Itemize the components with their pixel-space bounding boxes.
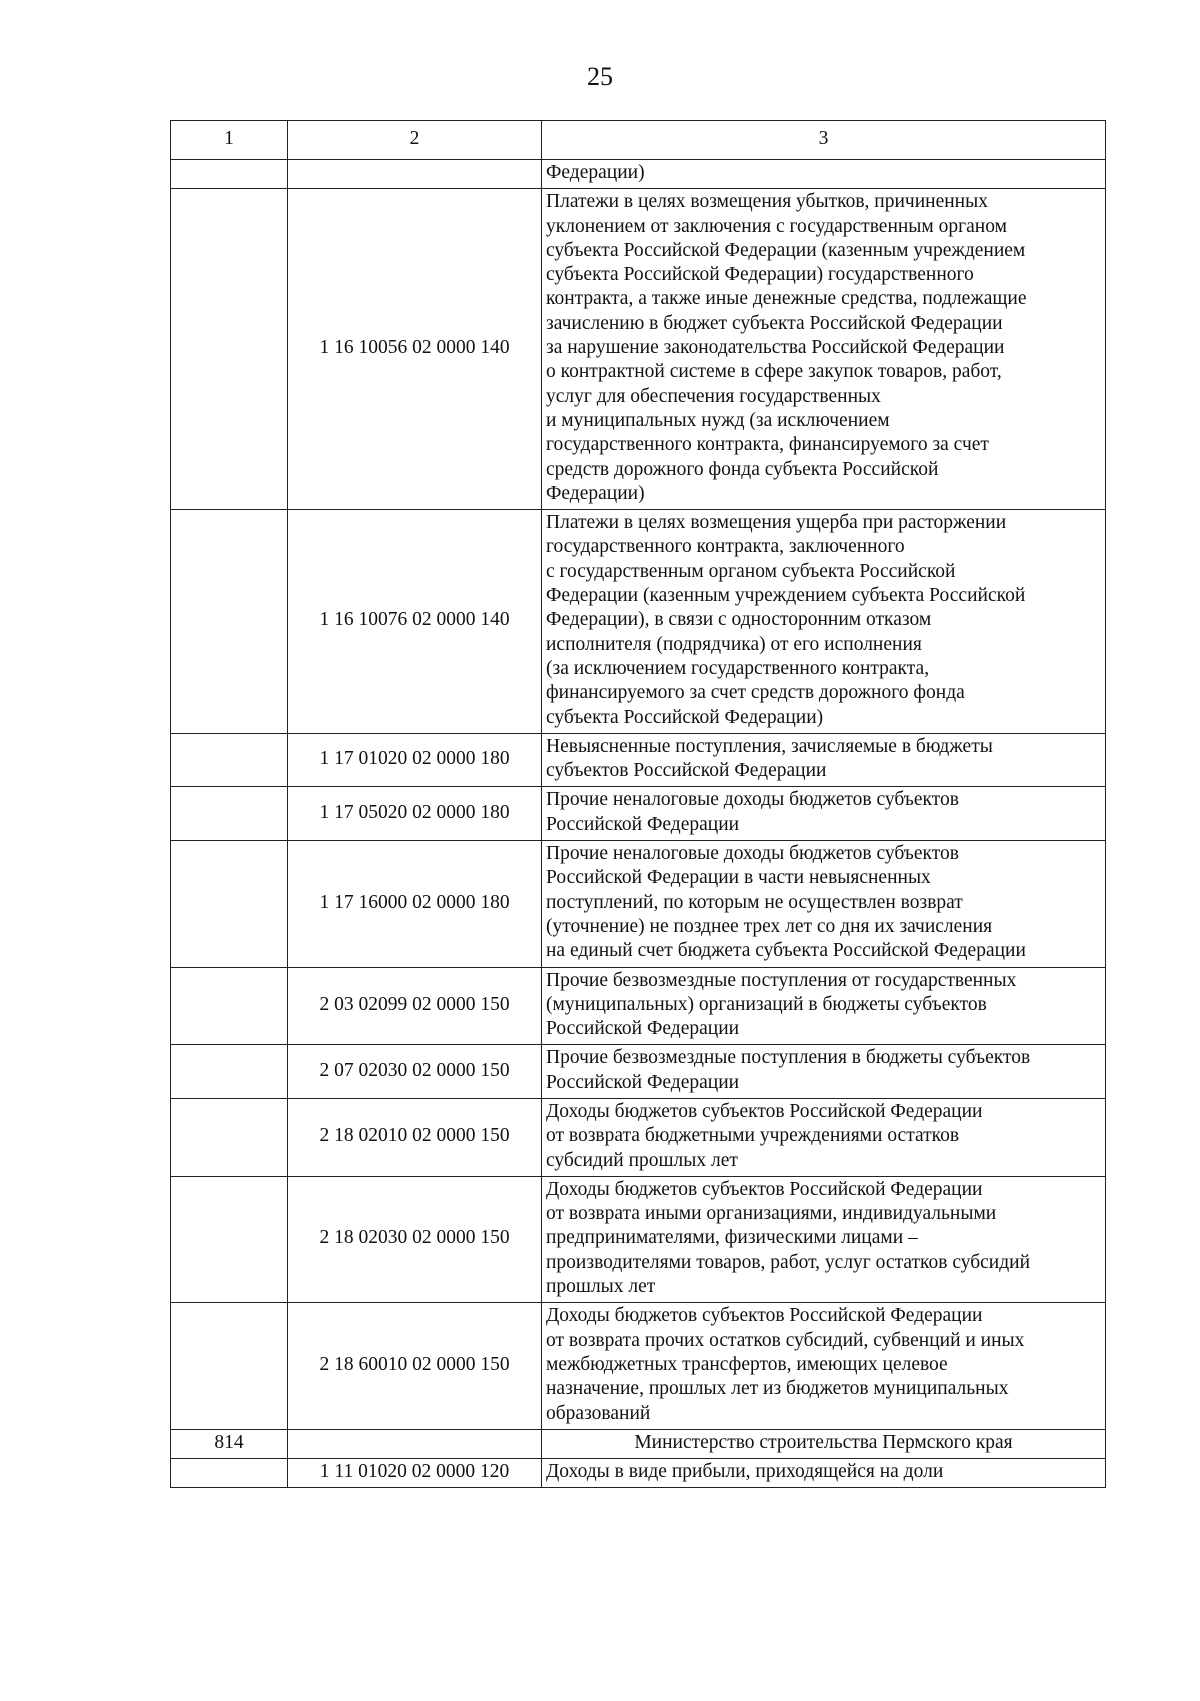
table-row — [171, 189, 1106, 510]
header-col-3: 3 — [542, 121, 1106, 160]
admin-code-cell — [171, 1303, 288, 1429]
table-row — [171, 787, 1106, 841]
admin-code-cell — [171, 510, 288, 734]
description-cell: Доходы бюджетов субъектов Российской Федерации от возврата иными организациями, индивидуальными предпринимателями, физическими лицами – производителями товаров, работ, услуг остатков субсидий прошлых лет — [542, 1176, 1106, 1302]
page-number: 25 — [587, 62, 613, 91]
revenue-code-cell: 2 07 02030 02 0000 150 — [288, 1045, 542, 1099]
table-row — [171, 841, 1106, 967]
revenue-code-cell: 2 18 02010 02 0000 150 — [288, 1098, 542, 1176]
revenue-code-cell: 2 18 02030 02 0000 150 — [288, 1176, 542, 1302]
admin-code-cell — [171, 160, 288, 189]
revenue-code-cell: 1 11 01020 02 0000 120 — [288, 1459, 542, 1488]
description-cell: Невыясненные поступления, зачисляемые в бюджеты субъектов Российской Федерации — [542, 733, 1106, 787]
description-cell: Прочие безвозмездные поступления в бюджеты субъектов Российской Федерации — [542, 1045, 1106, 1099]
description-cell: Платежи в целях возмещения ущерба при расторжении государственного контракта, заключенного с государственным органом субъекта Российской Федерации (казенным учреждением субъекта Российской Федерации), в связи с односторонним отказом исполнителя (подрядчика) от его исполнения (за исключением государственного контракта, финансируемого за счет средств дорожного фонда субъекта Российской Федерации) — [542, 510, 1106, 734]
revenue-code-cell — [288, 1429, 542, 1458]
table-row — [171, 1045, 1106, 1099]
table-row — [171, 1429, 1106, 1458]
table-row — [171, 967, 1106, 1045]
table-row — [171, 1303, 1106, 1429]
table-row — [171, 1459, 1106, 1488]
table-row — [171, 733, 1106, 787]
admin-code-cell — [171, 787, 288, 841]
admin-code-cell — [171, 841, 288, 967]
revenue-code-cell: 1 17 01020 02 0000 180 — [288, 733, 542, 787]
admin-code-cell — [171, 189, 288, 510]
table-row — [171, 1098, 1106, 1176]
description-cell: Прочие безвозмездные поступления от государственных (муниципальных) организаций в бюджеты субъектов Российской Федерации — [542, 967, 1106, 1045]
revenue-code-cell: 1 16 10056 02 0000 140 — [288, 189, 542, 510]
admin-code-cell — [171, 1098, 288, 1176]
admin-code-cell — [171, 1459, 288, 1488]
description-cell: Доходы в виде прибыли, приходящейся на доли — [542, 1459, 1106, 1488]
table-row — [171, 510, 1106, 734]
table-row — [171, 160, 1106, 189]
admin-code-cell — [171, 1176, 288, 1302]
admin-code-cell — [171, 733, 288, 787]
revenue-code-cell — [288, 160, 542, 189]
description-cell: Платежи в целях возмещения убытков, причиненных уклонением от заключения с государственным органом субъекта Российской Федерации (казенным учреждением субъекта Российской Федерации) государственного контракта, а также иные денежные средства, подлежащие зачислению в бюджет субъекта Российской Федерации за нарушение законодательства Российской Федерации о контрактной системе в сфере закупок товаров, работ, услуг для обеспечения государственных и муниципальных нужд (за исключением государственного контракта, финансируемого за счет средств дорожного фонда субъекта Российской Федерации) — [542, 189, 1106, 510]
description-cell: Министерство строительства Пермского края — [542, 1429, 1106, 1458]
description-cell: Прочие неналоговые доходы бюджетов субъектов Российской Федерации в части невыясненных поступлений, по которым не осуществлен возврат (уточнение) не позднее трех лет со дня их зачисления на единый счет бюджета субъекта Российской Федерации — [542, 841, 1106, 967]
revenue-code-cell: 1 16 10076 02 0000 140 — [288, 510, 542, 734]
admin-code-cell: 814 — [171, 1429, 288, 1458]
description-cell: Доходы бюджетов субъектов Российской Федерации от возврата бюджетными учреждениями остатков субсидий прошлых лет — [542, 1098, 1106, 1176]
description-cell: Доходы бюджетов субъектов Российской Федерации от возврата прочих остатков субсидий, субвенций и иных межбюджетных трансфертов, имеющих целевое назначение, прошлых лет из бюджетов муниципальных образований — [542, 1303, 1106, 1429]
description-cell: Федерации) — [542, 160, 1106, 189]
revenue-code-cell: 1 17 16000 02 0000 180 — [288, 841, 542, 967]
revenue-code-cell: 1 17 05020 02 0000 180 — [288, 787, 542, 841]
header-col-1: 1 — [171, 121, 288, 160]
admin-code-cell — [171, 967, 288, 1045]
description-cell: Прочие неналоговые доходы бюджетов субъектов Российской Федерации — [542, 787, 1106, 841]
table-header-row — [171, 121, 1106, 160]
revenue-code-cell: 2 03 02099 02 0000 150 — [288, 967, 542, 1045]
table-row — [171, 1176, 1106, 1302]
header-col-2: 2 — [288, 121, 542, 160]
admin-code-cell — [171, 1045, 288, 1099]
revenue-code-cell: 2 18 60010 02 0000 150 — [288, 1303, 542, 1429]
revenue-codes-table — [170, 120, 1106, 1488]
